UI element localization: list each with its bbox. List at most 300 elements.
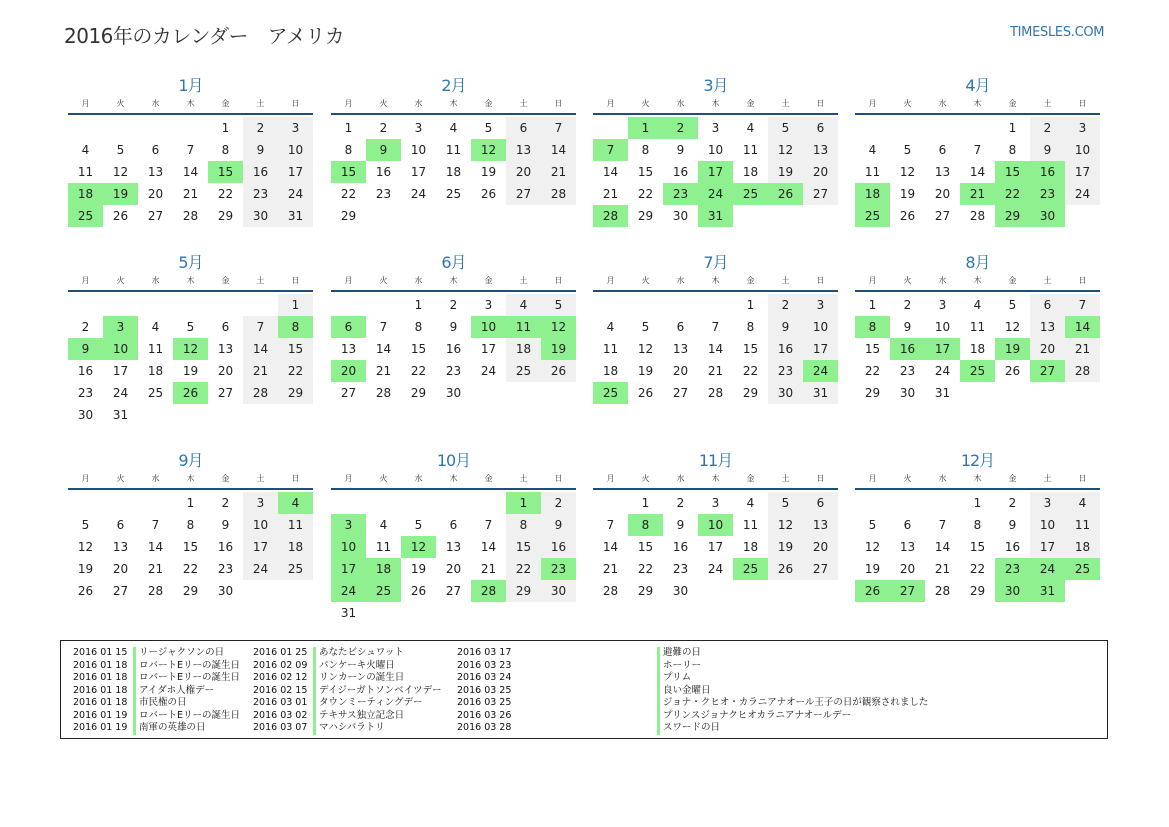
holiday-day-cell[interactable]: 26 xyxy=(768,183,803,205)
day-cell[interactable]: 29 xyxy=(410,386,427,400)
day-cell[interactable]: 8 xyxy=(414,320,423,334)
day-cell[interactable]: 28 xyxy=(969,209,986,223)
day-cell[interactable]: 3 xyxy=(1030,492,1065,514)
day-cell[interactable]: 13 xyxy=(506,139,541,161)
day-cell[interactable]: 15 xyxy=(278,338,313,360)
holiday-day-cell[interactable]: 25 xyxy=(366,580,401,602)
holiday-day-cell[interactable]: 12 xyxy=(401,536,436,558)
day-cell[interactable]: 5 xyxy=(868,518,877,532)
day-cell[interactable]: 20 xyxy=(445,562,462,576)
day-cell[interactable]: 11 xyxy=(147,342,164,356)
day-cell[interactable]: 25 xyxy=(445,187,462,201)
holiday-day-cell[interactable]: 22 xyxy=(995,183,1030,205)
day-cell[interactable]: 23 xyxy=(899,364,916,378)
holiday-day-cell[interactable]: 30 xyxy=(995,580,1030,602)
holiday-day-cell[interactable]: 28 xyxy=(471,580,506,602)
day-cell[interactable]: 6 xyxy=(803,492,838,514)
day-cell[interactable]: 8 xyxy=(344,143,353,157)
day-cell[interactable]: 6 xyxy=(903,518,912,532)
day-cell[interactable]: 20 xyxy=(934,187,951,201)
day-cell[interactable]: 3 xyxy=(414,121,423,135)
day-cell[interactable]: 23 xyxy=(77,386,94,400)
day-cell[interactable]: 20 xyxy=(1030,338,1065,360)
day-cell[interactable]: 8 xyxy=(506,514,541,536)
holiday-day-cell[interactable]: 29 xyxy=(995,205,1030,227)
day-cell[interactable]: 9 xyxy=(1030,139,1065,161)
day-cell[interactable]: 22 xyxy=(864,364,881,378)
holiday-day-cell[interactable]: 19 xyxy=(541,338,576,360)
day-cell[interactable]: 1 xyxy=(1008,121,1017,135)
day-cell[interactable]: 5 xyxy=(414,518,423,532)
day-cell[interactable]: 30 xyxy=(217,584,234,598)
day-cell[interactable]: 14 xyxy=(375,342,392,356)
day-cell[interactable]: 21 xyxy=(243,360,278,382)
holiday-day-cell[interactable]: 25 xyxy=(593,382,628,404)
day-cell[interactable]: 27 xyxy=(217,386,234,400)
day-cell[interactable]: 3 xyxy=(484,298,493,312)
day-cell[interactable]: 29 xyxy=(340,209,357,223)
day-cell[interactable]: 11 xyxy=(864,165,881,179)
day-cell[interactable]: 22 xyxy=(969,562,986,576)
holiday-day-cell[interactable]: 27 xyxy=(890,580,925,602)
holiday-day-cell[interactable]: 23 xyxy=(995,558,1030,580)
day-cell[interactable]: 11 xyxy=(445,143,462,157)
holiday-day-cell[interactable]: 25 xyxy=(1065,558,1100,580)
day-cell[interactable]: 5 xyxy=(641,320,650,334)
holiday-day-cell[interactable]: 14 xyxy=(1065,316,1100,338)
holiday-day-cell[interactable]: 23 xyxy=(663,183,698,205)
day-cell[interactable]: 28 xyxy=(602,584,619,598)
holiday-day-cell[interactable]: 17 xyxy=(925,338,960,360)
day-cell[interactable]: 8 xyxy=(746,320,755,334)
day-cell[interactable]: 7 xyxy=(243,316,278,338)
day-cell[interactable]: 17 xyxy=(410,165,427,179)
holiday-day-cell[interactable]: 31 xyxy=(698,205,733,227)
day-cell[interactable]: 9 xyxy=(768,316,803,338)
day-cell[interactable]: 6 xyxy=(449,518,458,532)
day-cell[interactable]: 5 xyxy=(81,518,90,532)
day-cell[interactable]: 21 xyxy=(541,161,576,183)
day-cell[interactable]: 23 xyxy=(217,562,234,576)
day-cell[interactable]: 6 xyxy=(676,320,685,334)
day-cell[interactable]: 6 xyxy=(803,117,838,139)
day-cell[interactable]: 2 xyxy=(768,294,803,316)
day-cell[interactable]: 2 xyxy=(243,117,278,139)
day-cell[interactable]: 7 xyxy=(606,518,615,532)
day-cell[interactable]: 30 xyxy=(243,205,278,227)
day-cell[interactable]: 20 xyxy=(217,364,234,378)
day-cell[interactable]: 14 xyxy=(147,540,164,554)
day-cell[interactable]: 5 xyxy=(1008,298,1017,312)
day-cell[interactable]: 15 xyxy=(182,540,199,554)
day-cell[interactable]: 14 xyxy=(602,540,619,554)
day-cell[interactable]: 2 xyxy=(903,298,912,312)
holiday-day-cell[interactable]: 10 xyxy=(331,536,366,558)
day-cell[interactable]: 2 xyxy=(1030,117,1065,139)
day-cell[interactable]: 17 xyxy=(707,540,724,554)
day-cell[interactable]: 19 xyxy=(864,562,881,576)
day-cell[interactable]: 16 xyxy=(243,161,278,183)
day-cell[interactable]: 23 xyxy=(672,562,689,576)
day-cell[interactable]: 24 xyxy=(410,187,427,201)
day-cell[interactable]: 26 xyxy=(480,187,497,201)
day-cell[interactable]: 28 xyxy=(1065,360,1100,382)
day-cell[interactable]: 7 xyxy=(541,117,576,139)
day-cell[interactable]: 26 xyxy=(1004,364,1021,378)
day-cell[interactable]: 4 xyxy=(606,320,615,334)
day-cell[interactable]: 24 xyxy=(243,558,278,580)
day-cell[interactable]: 3 xyxy=(278,117,313,139)
day-cell[interactable]: 5 xyxy=(186,320,195,334)
day-cell[interactable]: 28 xyxy=(182,209,199,223)
day-cell[interactable]: 13 xyxy=(672,342,689,356)
holiday-day-cell[interactable]: 10 xyxy=(471,316,506,338)
day-cell[interactable]: 8 xyxy=(186,518,195,532)
holiday-day-cell[interactable]: 23 xyxy=(541,558,576,580)
day-cell[interactable]: 24 xyxy=(112,386,129,400)
holiday-day-cell[interactable]: 6 xyxy=(331,316,366,338)
day-cell[interactable]: 20 xyxy=(803,536,838,558)
day-cell[interactable]: 7 xyxy=(938,518,947,532)
day-cell[interactable]: 15 xyxy=(864,342,881,356)
day-cell[interactable]: 21 xyxy=(602,187,619,201)
day-cell[interactable]: 2 xyxy=(221,496,230,510)
holiday-day-cell[interactable]: 18 xyxy=(855,183,890,205)
day-cell[interactable]: 4 xyxy=(746,121,755,135)
day-cell[interactable]: 12 xyxy=(899,165,916,179)
day-cell[interactable]: 17 xyxy=(1030,536,1065,558)
holiday-day-cell[interactable]: 26 xyxy=(855,580,890,602)
day-cell[interactable]: 31 xyxy=(278,205,313,227)
day-cell[interactable]: 19 xyxy=(899,187,916,201)
day-cell[interactable]: 17 xyxy=(243,536,278,558)
holiday-day-cell[interactable]: 23 xyxy=(1030,183,1065,205)
day-cell[interactable]: 2 xyxy=(541,492,576,514)
day-cell[interactable]: 11 xyxy=(602,342,619,356)
holiday-day-cell[interactable]: 19 xyxy=(995,338,1030,360)
day-cell[interactable]: 4 xyxy=(746,496,755,510)
holiday-day-cell[interactable]: 17 xyxy=(698,161,733,183)
holiday-day-cell[interactable]: 1 xyxy=(628,117,663,139)
day-cell[interactable]: 1 xyxy=(641,496,650,510)
day-cell[interactable]: 10 xyxy=(1065,139,1100,161)
day-cell[interactable]: 15 xyxy=(637,165,654,179)
day-cell[interactable]: 4 xyxy=(81,143,90,157)
day-cell[interactable]: 29 xyxy=(864,386,881,400)
holiday-day-cell[interactable]: 18 xyxy=(366,558,401,580)
brand-logo[interactable]: TIMESLES.COM xyxy=(1010,25,1105,40)
day-cell[interactable]: 16 xyxy=(217,540,234,554)
day-cell[interactable]: 23 xyxy=(375,187,392,201)
holiday-day-cell[interactable]: 24 xyxy=(698,183,733,205)
day-cell[interactable]: 24 xyxy=(1065,183,1100,205)
holiday-day-cell[interactable]: 10 xyxy=(698,514,733,536)
day-cell[interactable]: 13 xyxy=(147,165,164,179)
day-cell[interactable]: 27 xyxy=(803,558,838,580)
day-cell[interactable]: 18 xyxy=(969,342,986,356)
day-cell[interactable]: 10 xyxy=(243,514,278,536)
day-cell[interactable]: 1 xyxy=(973,496,982,510)
day-cell[interactable]: 20 xyxy=(899,562,916,576)
day-cell[interactable]: 10 xyxy=(803,316,838,338)
day-cell[interactable]: 2 xyxy=(449,298,458,312)
day-cell[interactable]: 13 xyxy=(445,540,462,554)
holiday-day-cell[interactable]: 9 xyxy=(68,338,103,360)
day-cell[interactable]: 4 xyxy=(151,320,160,334)
day-cell[interactable]: 12 xyxy=(112,165,129,179)
day-cell[interactable]: 26 xyxy=(410,584,427,598)
day-cell[interactable]: 4 xyxy=(379,518,388,532)
day-cell[interactable]: 12 xyxy=(77,540,94,554)
day-cell[interactable]: 15 xyxy=(506,536,541,558)
day-cell[interactable]: 11 xyxy=(969,320,986,334)
day-cell[interactable]: 22 xyxy=(637,187,654,201)
day-cell[interactable]: 25 xyxy=(506,360,541,382)
holiday-day-cell[interactable]: 24 xyxy=(331,580,366,602)
day-cell[interactable]: 31 xyxy=(934,386,951,400)
day-cell[interactable]: 29 xyxy=(217,209,234,223)
day-cell[interactable]: 19 xyxy=(182,364,199,378)
day-cell[interactable]: 5 xyxy=(903,143,912,157)
holiday-day-cell[interactable]: 16 xyxy=(1030,161,1065,183)
day-cell[interactable]: 14 xyxy=(243,338,278,360)
day-cell[interactable]: 13 xyxy=(217,342,234,356)
day-cell[interactable]: 28 xyxy=(147,584,164,598)
day-cell[interactable]: 9 xyxy=(541,514,576,536)
day-cell[interactable]: 11 xyxy=(742,518,759,532)
day-cell[interactable]: 10 xyxy=(707,143,724,157)
holiday-day-cell[interactable]: 25 xyxy=(68,205,103,227)
day-cell[interactable]: 14 xyxy=(182,165,199,179)
holiday-day-cell[interactable]: 26 xyxy=(173,382,208,404)
day-cell[interactable]: 28 xyxy=(375,386,392,400)
day-cell[interactable]: 27 xyxy=(147,209,164,223)
day-cell[interactable]: 1 xyxy=(278,294,313,316)
holiday-day-cell[interactable]: 24 xyxy=(803,360,838,382)
day-cell[interactable]: 1 xyxy=(186,496,195,510)
day-cell[interactable]: 19 xyxy=(410,562,427,576)
holiday-day-cell[interactable]: 10 xyxy=(103,338,138,360)
holiday-day-cell[interactable]: 25 xyxy=(855,205,890,227)
day-cell[interactable]: 20 xyxy=(147,187,164,201)
day-cell[interactable]: 13 xyxy=(899,540,916,554)
holiday-day-cell[interactable]: 25 xyxy=(960,360,995,382)
day-cell[interactable]: 3 xyxy=(711,121,720,135)
holiday-day-cell[interactable]: 11 xyxy=(506,316,541,338)
day-cell[interactable]: 6 xyxy=(116,518,125,532)
day-cell[interactable]: 17 xyxy=(480,342,497,356)
day-cell[interactable]: 30 xyxy=(445,386,462,400)
day-cell[interactable]: 29 xyxy=(506,580,541,602)
day-cell[interactable]: 29 xyxy=(969,584,986,598)
day-cell[interactable]: 4 xyxy=(1065,492,1100,514)
day-cell[interactable]: 22 xyxy=(742,364,759,378)
day-cell[interactable]: 13 xyxy=(1030,316,1065,338)
day-cell[interactable]: 29 xyxy=(278,382,313,404)
day-cell[interactable]: 16 xyxy=(375,165,392,179)
day-cell[interactable]: 18 xyxy=(1065,536,1100,558)
holiday-day-cell[interactable]: 8 xyxy=(628,514,663,536)
day-cell[interactable]: 29 xyxy=(182,584,199,598)
holiday-day-cell[interactable]: 18 xyxy=(68,183,103,205)
day-cell[interactable]: 13 xyxy=(803,514,838,536)
holiday-day-cell[interactable]: 24 xyxy=(1030,558,1065,580)
day-cell[interactable]: 18 xyxy=(278,536,313,558)
day-cell[interactable]: 21 xyxy=(375,364,392,378)
day-cell[interactable]: 3 xyxy=(803,294,838,316)
day-cell[interactable]: 21 xyxy=(182,187,199,201)
day-cell[interactable]: 9 xyxy=(676,143,685,157)
day-cell[interactable]: 21 xyxy=(1065,338,1100,360)
day-cell[interactable]: 16 xyxy=(445,342,462,356)
day-cell[interactable]: 24 xyxy=(707,562,724,576)
day-cell[interactable]: 4 xyxy=(449,121,458,135)
day-cell[interactable]: 7 xyxy=(711,320,720,334)
day-cell[interactable]: 16 xyxy=(768,338,803,360)
holiday-day-cell[interactable]: 15 xyxy=(208,161,243,183)
holiday-day-cell[interactable]: 2 xyxy=(663,117,698,139)
holiday-day-cell[interactable]: 7 xyxy=(593,139,628,161)
day-cell[interactable]: 27 xyxy=(445,584,462,598)
day-cell[interactable]: 20 xyxy=(506,161,541,183)
day-cell[interactable]: 30 xyxy=(672,584,689,598)
day-cell[interactable]: 14 xyxy=(541,139,576,161)
day-cell[interactable]: 22 xyxy=(410,364,427,378)
day-cell[interactable]: 14 xyxy=(969,165,986,179)
day-cell[interactable]: 27 xyxy=(340,386,357,400)
holiday-day-cell[interactable]: 12 xyxy=(173,338,208,360)
day-cell[interactable]: 30 xyxy=(768,382,803,404)
day-cell[interactable]: 5 xyxy=(116,143,125,157)
day-cell[interactable]: 7 xyxy=(973,143,982,157)
day-cell[interactable]: 1 xyxy=(344,121,353,135)
day-cell[interactable]: 31 xyxy=(340,606,357,620)
day-cell[interactable]: 7 xyxy=(484,518,493,532)
day-cell[interactable]: 5 xyxy=(484,121,493,135)
day-cell[interactable]: 26 xyxy=(541,360,576,382)
day-cell[interactable]: 29 xyxy=(637,209,654,223)
day-cell[interactable]: 30 xyxy=(899,386,916,400)
day-cell[interactable]: 2 xyxy=(1008,496,1017,510)
holiday-day-cell[interactable]: 20 xyxy=(331,360,366,382)
day-cell[interactable]: 7 xyxy=(379,320,388,334)
day-cell[interactable]: 29 xyxy=(742,386,759,400)
day-cell[interactable]: 4 xyxy=(868,143,877,157)
day-cell[interactable]: 24 xyxy=(278,183,313,205)
day-cell[interactable]: 26 xyxy=(768,558,803,580)
day-cell[interactable]: 21 xyxy=(602,562,619,576)
day-cell[interactable]: 21 xyxy=(480,562,497,576)
day-cell[interactable]: 6 xyxy=(151,143,160,157)
day-cell[interactable]: 6 xyxy=(1030,294,1065,316)
day-cell[interactable]: 18 xyxy=(742,540,759,554)
day-cell[interactable]: 21 xyxy=(934,562,951,576)
day-cell[interactable]: 26 xyxy=(77,584,94,598)
holiday-day-cell[interactable]: 8 xyxy=(855,316,890,338)
day-cell[interactable]: 8 xyxy=(973,518,982,532)
holiday-day-cell[interactable]: 1 xyxy=(506,492,541,514)
holiday-day-cell[interactable]: 8 xyxy=(278,316,313,338)
day-cell[interactable]: 27 xyxy=(934,209,951,223)
day-cell[interactable]: 18 xyxy=(445,165,462,179)
day-cell[interactable]: 2 xyxy=(379,121,388,135)
day-cell[interactable]: 8 xyxy=(641,143,650,157)
holiday-day-cell[interactable]: 15 xyxy=(331,161,366,183)
day-cell[interactable]: 19 xyxy=(77,562,94,576)
holiday-day-cell[interactable]: 3 xyxy=(331,514,366,536)
day-cell[interactable]: 4 xyxy=(973,298,982,312)
day-cell[interactable]: 11 xyxy=(77,165,94,179)
day-cell[interactable]: 27 xyxy=(803,183,838,205)
day-cell[interactable]: 18 xyxy=(742,165,759,179)
day-cell[interactable]: 9 xyxy=(449,320,458,334)
day-cell[interactable]: 22 xyxy=(340,187,357,201)
holiday-day-cell[interactable]: 27 xyxy=(1030,360,1065,382)
day-cell[interactable]: 27 xyxy=(506,183,541,205)
holiday-day-cell[interactable]: 12 xyxy=(471,139,506,161)
day-cell[interactable]: 25 xyxy=(278,558,313,580)
day-cell[interactable]: 10 xyxy=(278,139,313,161)
day-cell[interactable]: 7 xyxy=(1065,294,1100,316)
day-cell[interactable]: 9 xyxy=(243,139,278,161)
day-cell[interactable]: 23 xyxy=(445,364,462,378)
holiday-day-cell[interactable]: 12 xyxy=(541,316,576,338)
day-cell[interactable]: 13 xyxy=(340,342,357,356)
day-cell[interactable]: 31 xyxy=(112,408,129,422)
day-cell[interactable]: 9 xyxy=(221,518,230,532)
holiday-day-cell[interactable]: 4 xyxy=(278,492,313,514)
day-cell[interactable]: 19 xyxy=(637,364,654,378)
holiday-day-cell[interactable]: 9 xyxy=(366,139,401,161)
day-cell[interactable]: 11 xyxy=(1065,514,1100,536)
day-cell[interactable]: 3 xyxy=(1065,117,1100,139)
day-cell[interactable]: 30 xyxy=(672,209,689,223)
day-cell[interactable]: 18 xyxy=(147,364,164,378)
day-cell[interactable]: 1 xyxy=(746,298,755,312)
day-cell[interactable]: 17 xyxy=(112,364,129,378)
holiday-day-cell[interactable]: 25 xyxy=(733,183,768,205)
day-cell[interactable]: 17 xyxy=(1065,161,1100,183)
day-cell[interactable]: 22 xyxy=(182,562,199,576)
day-cell[interactable]: 7 xyxy=(151,518,160,532)
day-cell[interactable]: 1 xyxy=(414,298,423,312)
day-cell[interactable]: 14 xyxy=(602,165,619,179)
day-cell[interactable]: 16 xyxy=(672,165,689,179)
day-cell[interactable]: 18 xyxy=(506,338,541,360)
day-cell[interactable]: 28 xyxy=(934,584,951,598)
holiday-day-cell[interactable]: 30 xyxy=(1030,205,1065,227)
day-cell[interactable]: 14 xyxy=(707,342,724,356)
day-cell[interactable]: 9 xyxy=(903,320,912,334)
day-cell[interactable]: 7 xyxy=(186,143,195,157)
day-cell[interactable]: 24 xyxy=(480,364,497,378)
day-cell[interactable]: 13 xyxy=(112,540,129,554)
day-cell[interactable]: 8 xyxy=(1008,143,1017,157)
day-cell[interactable]: 16 xyxy=(672,540,689,554)
day-cell[interactable]: 11 xyxy=(375,540,392,554)
day-cell[interactable]: 15 xyxy=(742,342,759,356)
day-cell[interactable]: 22 xyxy=(637,562,654,576)
day-cell[interactable]: 2 xyxy=(676,496,685,510)
day-cell[interactable]: 3 xyxy=(711,496,720,510)
day-cell[interactable]: 11 xyxy=(742,143,759,157)
day-cell[interactable]: 21 xyxy=(147,562,164,576)
holiday-day-cell[interactable]: 15 xyxy=(995,161,1030,183)
day-cell[interactable]: 23 xyxy=(243,183,278,205)
day-cell[interactable]: 4 xyxy=(506,294,541,316)
day-cell[interactable]: 22 xyxy=(217,187,234,201)
day-cell[interactable]: 12 xyxy=(768,514,803,536)
